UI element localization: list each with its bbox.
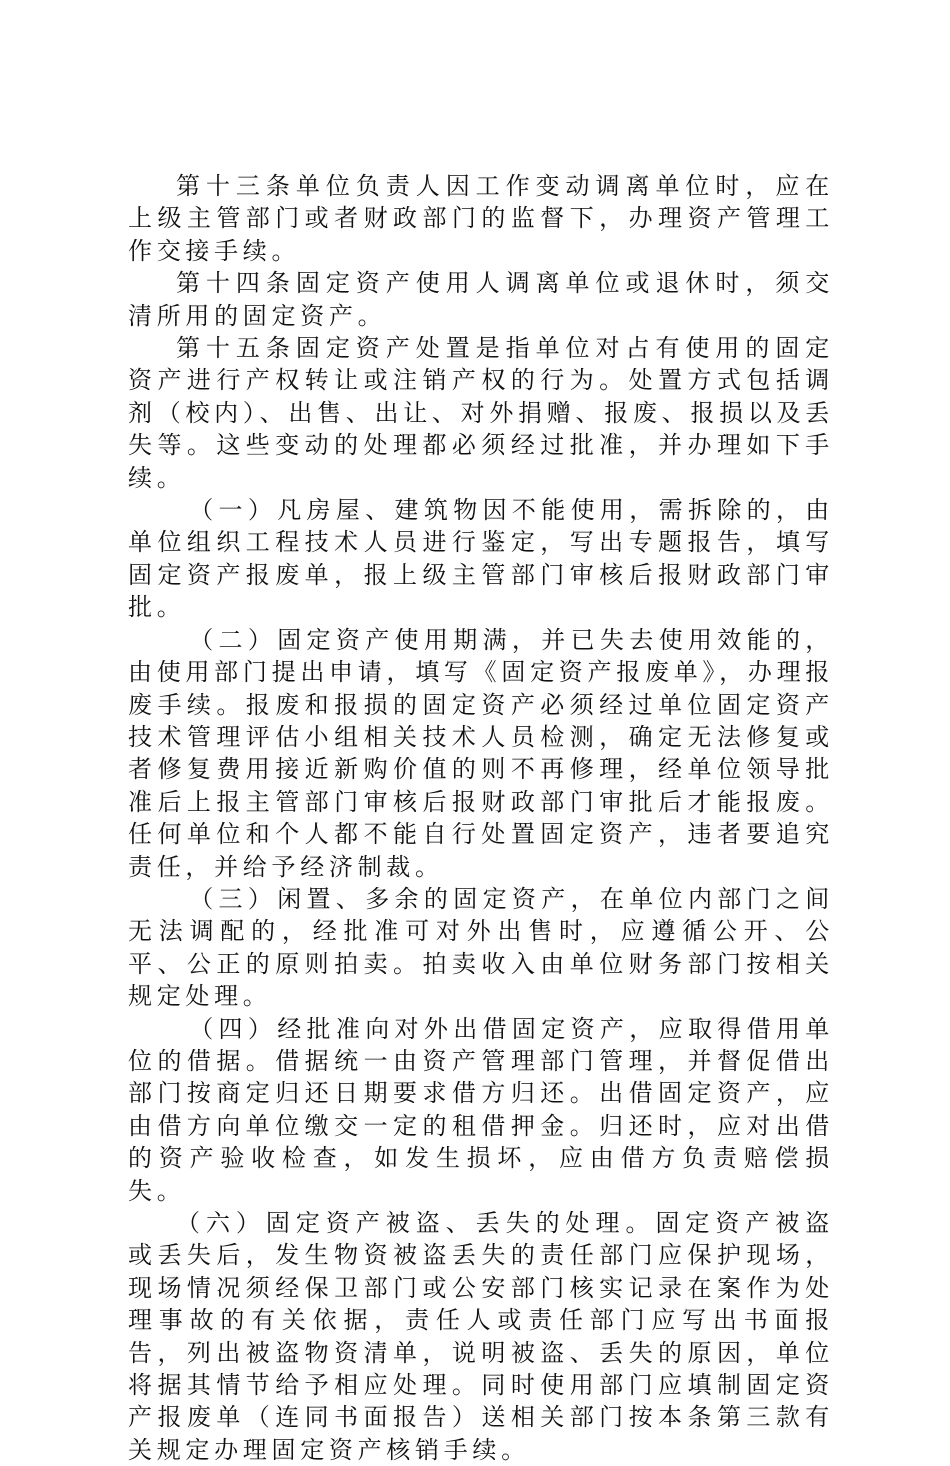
paragraph-item-6: （六）固定资产被盗、丢失的处理。固定资产被盗或丢失后，发生物资被盗丢失的责任部门应保护现场，现场情况须经保卫部门或公安部门核实记录在案作为处理事故的有关依据，责任人或责任部门应写出书面报告，列出被盗物资清单，说明被盗、丢失的原因，单位将据其情节给予相应处理。同时使用部门应填制固定资产报废单（连同书面报告）送相关部门按本条第三款有关规定办理固定资产核销手续。	[128, 1209, 834, 1464]
paragraph-article-14: 第十四条固定资产使用人调离单位或退休时，须交清所用的固定资产。	[128, 269, 834, 330]
paragraph-item-3: （三）闲置、多余的固定资产，在单位内部门之间无法调配的，经批准可对外出售时，应遵循公开、公平、公正的原则拍卖。拍卖收入由单位财务部门按相关规定处理。	[128, 884, 834, 1011]
paragraph-article-15: 第十五条固定资产处置是指单位对占有使用的固定资产进行产权转让或注销产权的行为。处置方式包括调剂（校内）、出售、出让、对外捐赠、报废、报损以及丢失等。这些变动的处理都必须经过批准，并办理如下手续。	[128, 334, 834, 492]
paragraph-item-4: （四）经批准向对外出借固定资产，应取得借用单位的借据。借据统一由资产管理部门管理，并督促借出部门按商定归还日期要求借方归还。出借固定资产，应由借方向单位缴交一定的租借押金。归还时，应对出借的资产验收检查，如发生损坏，应由借方负责赔偿损失。	[128, 1014, 834, 1205]
document-body	[128, 170, 834, 1466]
paragraph-item-1: （一）凡房屋、建筑物因不能使用，需拆除的，由单位组织工程技术人员进行鉴定，写出专题报告，填写固定资产报废单，报上级主管部门审核后报财政部门审批。	[128, 496, 834, 622]
paragraph-article-13: 第十三条单位负责人因工作变动调离单位时，应在上级主管部门或者财政部门的监督下，办理资产管理工作交接手续。	[128, 172, 834, 265]
paragraph-item-2: （二）固定资产使用期满，并已失去使用效能的，由使用部门提出申请，填写《固定资产报废单》，办理报废手续。报废和报损的固定资产必须经过单位固定资产技术管理评估小组相关技术人员检测，确定无法修复或者修复费用接近新购价值的则不再修理，经单位领导批准后上报主管部门审核后报财政部门审批后才能报废。任何单位和个人都不能自行处置固定资产，违者要追究责任，并给予经济制裁。	[128, 625, 834, 881]
